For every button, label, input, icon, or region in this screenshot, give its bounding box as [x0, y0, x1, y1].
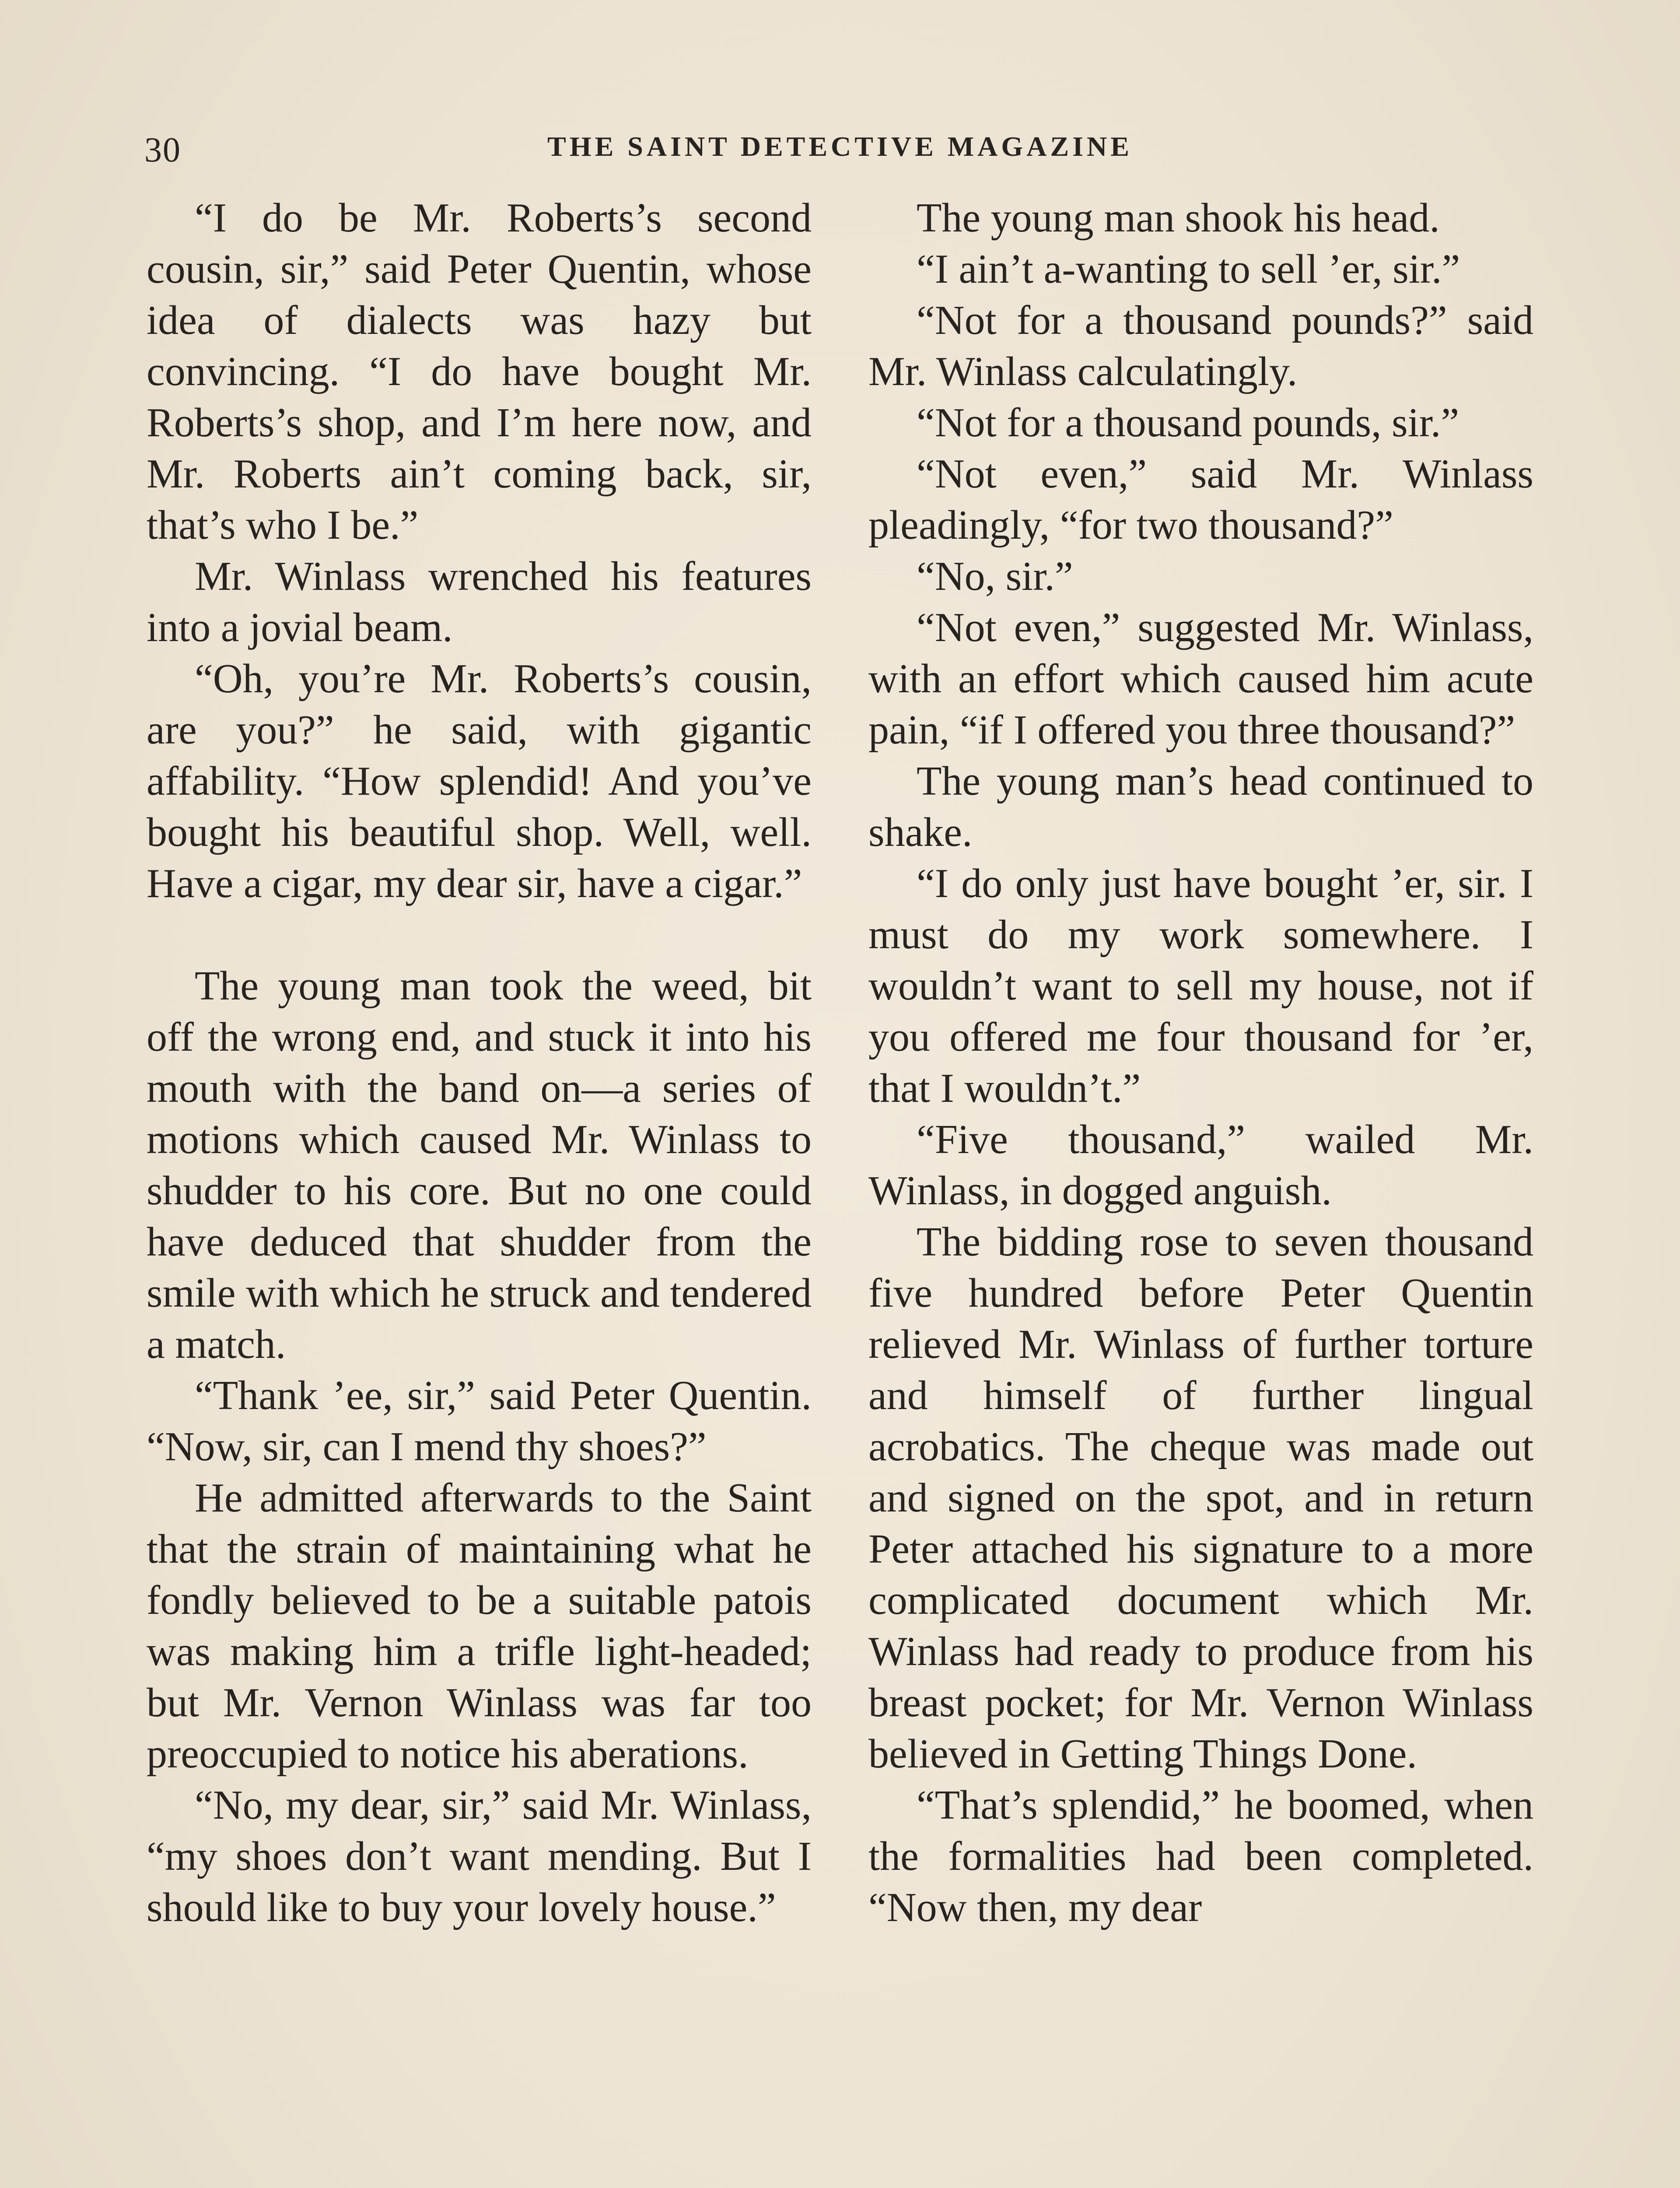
paragraph: “Not even,” said Mr. Winlass pleadingly, “for two thousand?” [868, 451, 1533, 548]
paragraph: “Not for a thousand pounds?” said Mr. Winlass calculatingly. [868, 298, 1533, 394]
paragraph: “That’s splendid,” he boomed, when the formalities had been completed. “Now then, my dear [868, 1782, 1533, 1930]
paragraph: The bidding rose to seven thousand five hundred before Peter Quentin relieved Mr. Winlass of further torture and himself of further lingual acrobatics. The cheque was made out and signed on the spot, and in return Peter attached his signature to a more complicated document which Mr. Winlass had ready to produce from his breast pocket; for Mr. Vernon Winlass believed in Getting Things Done. [868, 1219, 1533, 1777]
paragraph: “I do only just have bought ’er, sir. I must do my work somewhere. I wouldn’t want to sell my house, not if you offered me four thousand for ’er, that I wouldn’t.” [868, 861, 1533, 1111]
left-column [147, 193, 812, 1933]
paragraph: The young man’s head continued to shake. [868, 758, 1533, 855]
paragraph: “No, sir.” [917, 554, 1073, 599]
paragraph: He admitted afterwards to the Saint that the strain of maintaining what he fondly believed to be a suitable patois was making him a trifle light-headed; but Mr. Vernon Winlass was far too preoccupied to notice his aberations. [147, 1475, 812, 1777]
paragraph: “I ain’t a-wanting to sell ’er, sir.” [917, 246, 1460, 292]
paragraph: “No, my dear, sir,” said Mr. Winlass, “my shoes don’t want mending. But I should like to buy your lovely house.” [147, 1782, 812, 1930]
paragraph: “I do be Mr. Roberts’s second cousin, sir,” said Peter Quentin, whose idea of dialects was hazy but convincing. “I do have bought Mr. Roberts’s shop, and I’m here now, and Mr. Roberts ain’t coming back, sir, that’s who I be.” [147, 195, 812, 548]
paragraph: “Thank ’ee, sir,” said Peter Quentin. “Now, sir, can I mend thy shoes?” [147, 1373, 812, 1469]
paragraph: “Five thousand,” wailed Mr. Winlass, in dogged anguish. [868, 1117, 1533, 1213]
paragraph: “Not even,” suggested Mr. Winlass, with an effort which caused him acute pain, “if I offered you three thousand?” [868, 605, 1533, 753]
right-column [868, 193, 1533, 1933]
paragraph: “Oh, you’re Mr. Roberts’s cousin, are you?” he said, with gigantic affability. “How splendid! And you’ve bought his beautiful shop. Well, well. Have a cigar, my dear sir, have a cigar.” [147, 656, 812, 906]
page-header [144, 130, 1536, 179]
running-head: THE SAINT DETECTIVE MAGAZINE [547, 131, 1133, 162]
paragraph: Mr. Winlass wrenched his features into a jovial beam. [147, 554, 812, 650]
page-number: 30 [144, 131, 181, 169]
paragraph: The young man shook his head. [917, 195, 1440, 241]
paragraph: The young man took the weed, bit off the wrong end, and stuck it into his mouth with the band on—a series of motions which caused Mr. Winlass to shudder to his core. But no one could have deduced that shudder from the smile with which he struck and tendered a match. [147, 963, 812, 1367]
paragraph: “Not for a thousand pounds, sir.” [917, 400, 1460, 445]
